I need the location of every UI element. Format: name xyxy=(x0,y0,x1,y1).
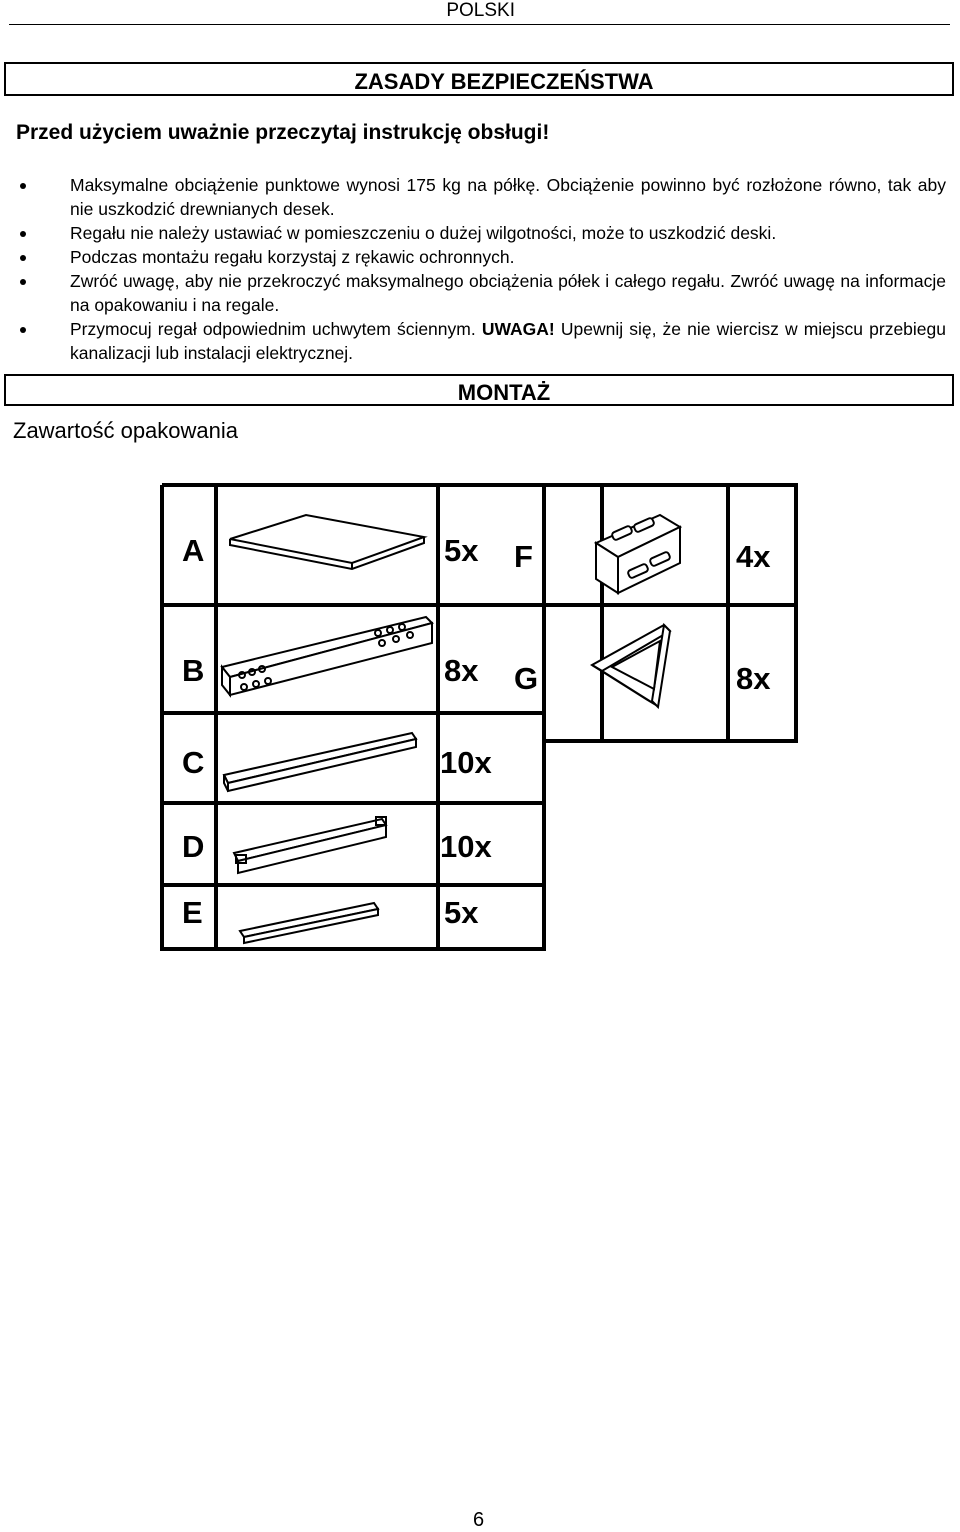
assembly-title: MONTAŻ xyxy=(457,380,551,405)
part-letter-f: F xyxy=(514,539,533,574)
parts-diagram xyxy=(160,483,800,953)
safety-title-box xyxy=(4,62,954,96)
rule-emphasis: UWAGA! xyxy=(481,319,555,339)
safety-rules-list xyxy=(12,173,946,365)
bullet-icon xyxy=(20,279,26,285)
list-item xyxy=(12,317,946,365)
assembly-title-box xyxy=(4,374,954,406)
bullet-icon xyxy=(20,255,26,261)
part-letter-c: C xyxy=(182,745,205,780)
rule-text: Maksymalne obciążenie punktowe wynosi 175 kg na półkę. Obciążenie powinno być rozłożone równo, tak aby nie uszkodzić drewnianych desek. xyxy=(70,175,946,219)
part-qty-g: 8x xyxy=(736,661,771,696)
bullet-icon xyxy=(20,231,26,237)
bullet-icon xyxy=(20,327,26,333)
support-bar-icon xyxy=(240,903,378,943)
contents-heading: Zawartość opakowania xyxy=(13,418,239,443)
upright-post-icon xyxy=(222,617,432,695)
short-beam-icon xyxy=(234,817,386,873)
part-qty-d: 10x xyxy=(440,829,492,864)
part-qty-e: 5x xyxy=(444,895,479,930)
part-letter-b: B xyxy=(182,653,205,688)
rule-text: Podczas montażu regału korzystaj z rękawic ochronnych. xyxy=(70,247,515,267)
safety-title: ZASADY BEZPIECZEŃSTWA xyxy=(354,69,654,94)
page-number: 6 xyxy=(473,1509,485,1531)
bullet-icon xyxy=(20,183,26,189)
rule-text: Zwróć uwagę, aby nie przekroczyć maksymalnego obciążenia półek i całego regału. Zwróć uwagę na informacje na opakowaniu i na regale. xyxy=(70,271,946,315)
frame-line xyxy=(162,485,796,741)
header-language: POLSKI xyxy=(446,0,515,21)
long-beam-icon xyxy=(224,733,416,791)
rule-text-after: Upewnij się, że nie wiercisz w miejscu przebiegu kanalizacji lub instalacji elektrycznej. xyxy=(70,319,946,363)
part-letter-d: D xyxy=(182,829,205,864)
list-item xyxy=(12,173,946,221)
part-qty-a: 5x xyxy=(444,533,479,568)
part-letter-e: E xyxy=(182,895,203,930)
list-item xyxy=(12,221,946,245)
list-item xyxy=(12,245,946,269)
rule-text-before: Przymocuj regał odpowiednim uchwytem ściennym. xyxy=(70,319,482,339)
corner-bracket-icon xyxy=(596,515,680,593)
header-divider xyxy=(9,24,950,25)
list-item xyxy=(12,269,946,317)
rule-text xyxy=(70,317,946,365)
rule-text: Regału nie należy ustawiać w pomieszczeniu o dużej wilgotności, może to uszkodzić deski. xyxy=(70,223,777,243)
part-letter-a: A xyxy=(182,533,205,568)
part-letter-g: G xyxy=(514,661,539,696)
shelf-board-icon xyxy=(230,515,424,569)
part-qty-c: 10x xyxy=(440,745,492,780)
part-qty-f: 4x xyxy=(736,539,771,574)
part-qty-b: 8x xyxy=(444,653,479,688)
safety-warning: Przed użyciem uważnie przeczytaj instrukcję obsługi! xyxy=(16,121,550,144)
